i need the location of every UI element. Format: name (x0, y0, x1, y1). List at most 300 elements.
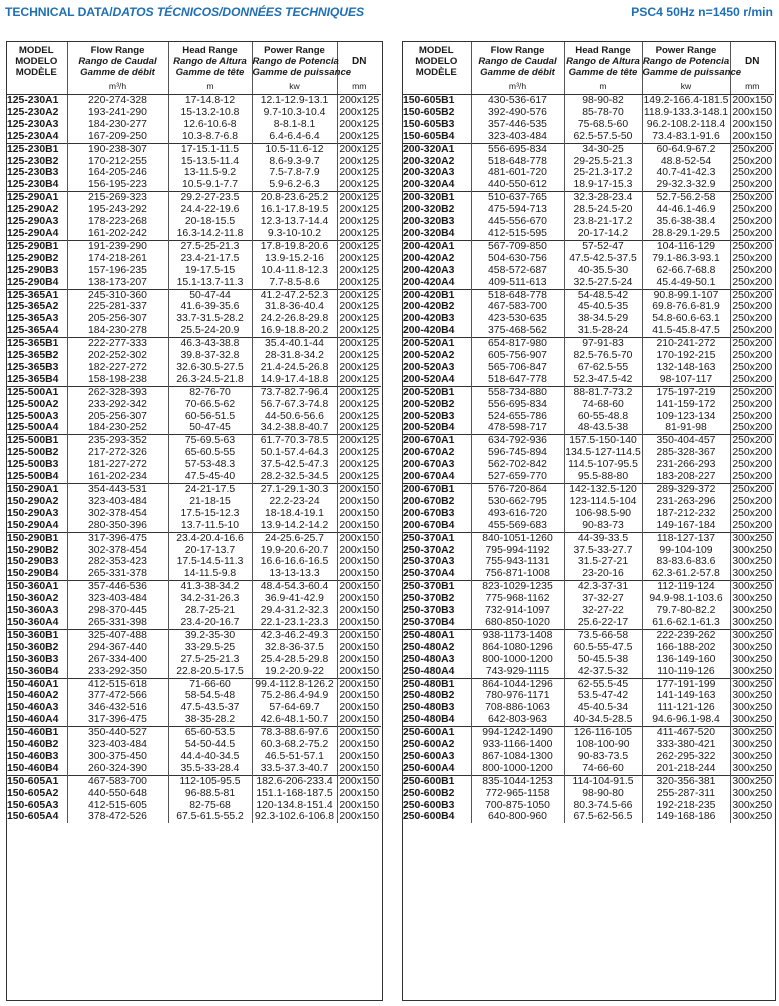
header-row (6, 56, 381, 67)
table-row (402, 751, 774, 763)
flow-cell: 267-334-400 (67, 654, 168, 666)
power-cell: 98-107-117 (642, 374, 730, 386)
flow-cell: 530-662-795 (471, 496, 564, 508)
power-cell: 255-287-311 (642, 788, 730, 800)
power-cell: 182.6-206-233.4 (252, 775, 337, 787)
model-cell: 200-520A4 (402, 374, 471, 386)
flow-cell: 867-1084-1300 (471, 751, 564, 763)
head-cell: 54-50-44.5 (168, 739, 252, 751)
flow-cell: 440-550-648 (67, 788, 168, 800)
table-row (6, 496, 381, 508)
flow-cell: 527-659-770 (471, 471, 564, 483)
power-cell: 45.4-49-50.1 (642, 277, 730, 289)
dn-cell: 200x125 (337, 338, 381, 350)
dn-cell: 200x125 (339, 167, 380, 179)
table-row (6, 374, 381, 386)
head-cell: 134.5-127-114.5 (565, 447, 641, 459)
flow-range-header: Flow Range (67, 41, 168, 56)
head-cell: 27.5-25-21.3 (168, 654, 252, 666)
flow-cell: 680-850-1020 (471, 617, 564, 629)
dn-cell: 200x125 (339, 204, 380, 216)
flow-cell: 493-616-720 (471, 508, 564, 520)
dn-cell: 250x200 (732, 167, 773, 179)
flow-cell: 298-370-445 (67, 605, 168, 617)
dn-cell: 250x200 (732, 204, 773, 216)
table-row (6, 654, 381, 666)
technical-data-table-right (402, 41, 774, 823)
model-cell: 125-290B2 (6, 253, 67, 265)
flow-cell: 167-209-250 (67, 131, 168, 143)
flow-cell: 323-403-484 (67, 739, 168, 751)
head-cell: 74-68-60 (564, 399, 642, 411)
flow-cell: 938-1173-1408 (471, 629, 564, 641)
table-row (402, 192, 774, 204)
model-cell: 250-480B4 (402, 714, 471, 726)
flow-cell: 178-223-268 (67, 216, 168, 228)
table-row (402, 763, 774, 775)
flow-cell: 161-202-234 (67, 471, 168, 483)
head-cell: 52.3-47.5-42 (564, 374, 642, 386)
dn-cell: 200x125 (339, 350, 380, 362)
head-cell: 80.3-74.5-66 (564, 800, 642, 812)
dn-cell: 300x250 (732, 665, 773, 677)
table-row (402, 143, 774, 155)
model-cell: 150-360B3 (6, 654, 67, 666)
power-cell: 46.5-51-57.1 (252, 751, 337, 763)
power-cell: 8.6-9.3-9.7 (252, 156, 337, 168)
dn-cell: 200x150 (339, 616, 380, 628)
head-cell: 33.7-31.5-28.2 (168, 313, 252, 325)
flow-cell: 378-472-526 (67, 811, 168, 823)
power-cell: 18-18.4-19.1 (252, 508, 337, 520)
head-cell: 114-104-91.5 (564, 775, 642, 787)
head-cell: 44-39-33.5 (564, 532, 642, 544)
flow-cell: 755-943-1131 (471, 556, 564, 568)
power-cell: 9.7-10.3-10.4 (252, 107, 337, 119)
model-cell: 250-600B2 (402, 788, 471, 800)
head-cell: 62.5-57.5-50 (564, 131, 642, 143)
head-cell: 37.5-33-27.7 (564, 545, 642, 557)
dn-cell: 250x200 (732, 252, 773, 264)
model-cell: 200-670B3 (402, 508, 471, 520)
dn-header: DN (352, 56, 367, 67)
head-cell: 71-66-60 (168, 678, 252, 690)
dn-cell: 300x250 (730, 532, 774, 544)
table-row (402, 568, 774, 580)
flow-cell: 562-702-842 (471, 459, 564, 471)
head-cell: 42.3-37-31 (564, 581, 642, 593)
table-row (402, 788, 774, 800)
header-row (402, 56, 774, 67)
head-cell: 57-53-48.3 (168, 459, 252, 471)
head-cell: 20-18-15.5 (168, 216, 252, 228)
head-cell: 25.5-24-20.9 (168, 325, 252, 337)
power-cell: 9.3-10-10.2 (252, 228, 337, 240)
head-unit: m (168, 78, 252, 95)
model-cell: 125-230A1 (6, 95, 67, 107)
head-cell: 41.6-39-35.6 (168, 301, 252, 313)
dn-cell: 200x125 (339, 325, 380, 337)
head-cell: 20-17-14.2 (564, 228, 642, 240)
head-cell: 58-54.5-48 (168, 690, 252, 702)
dn-cell: 200x150 (339, 799, 380, 811)
model-cell: 150-605A3 (6, 800, 67, 812)
table-row (6, 532, 381, 544)
flow-cell: 605-756-907 (471, 350, 564, 362)
model-cell: 125-230A3 (6, 119, 67, 131)
flow-cell: 294-367-440 (67, 642, 168, 654)
head-range-header: Gamme de tête (168, 67, 252, 78)
power-cell: 56.7-67.3-74.8 (252, 399, 337, 411)
model-cell: 200-520B4 (402, 422, 471, 434)
model-cell: 150-605B3 (402, 119, 471, 131)
model-cell: 150-460B2 (6, 739, 67, 751)
dn-cell: 200x150 (337, 678, 381, 690)
dn-cell: 200x125 (339, 216, 380, 228)
flow-cell: 780-976-1171 (471, 690, 564, 702)
flow-cell: 138-173-207 (67, 277, 168, 289)
flow-cell: 524-655-786 (471, 411, 564, 423)
head-cell: 27.5-25-21.3 (168, 240, 252, 252)
model-cell: 150-290B4 (6, 568, 67, 580)
flow-cell: 840-1051-1260 (471, 532, 564, 544)
power-cell: 48.4-54.3-60.4 (252, 581, 337, 593)
model-cell: 150-360B2 (6, 642, 67, 654)
head-cell: 40-34.5-28.5 (564, 714, 642, 726)
dn-cell: 300x250 (730, 581, 774, 593)
table-row (6, 581, 381, 593)
flow-cell: 481-601-720 (471, 167, 564, 179)
table-row (6, 119, 381, 131)
flow-cell: 190-238-307 (67, 143, 168, 155)
flow-cell: 184-230-252 (67, 422, 168, 434)
power-cell: 79.7-80-82.2 (642, 605, 730, 617)
model-cell: 125-365B2 (6, 350, 67, 362)
dn-cell: 200x150 (339, 593, 380, 605)
model-cell: 150-360B1 (6, 629, 67, 641)
dn-cell: 200x125 (339, 313, 380, 325)
dn-cell: 200x150 (339, 495, 380, 507)
head-cell: 10.3-8.7-6.8 (168, 131, 252, 143)
dn-cell: 200x150 (339, 714, 380, 726)
power-cell: 149-168-186 (642, 811, 730, 823)
flow-cell: 412-515-605 (67, 800, 168, 812)
head-cell: 44.4-40-34.5 (168, 751, 252, 763)
flow-cell: 205-256-307 (67, 411, 168, 423)
model-cell: 150-360A1 (6, 581, 67, 593)
flow-cell: 835-1044-1253 (471, 775, 564, 787)
table-row (6, 727, 381, 739)
dn-cell: 200x150 (339, 568, 380, 580)
power-cell: 141-149-163 (642, 690, 730, 702)
model-cell: 250-600A1 (402, 727, 471, 739)
head-cell: 60.5-55-47.5 (564, 642, 642, 654)
table-row (6, 763, 381, 775)
dn-cell: 200x125 (339, 227, 380, 239)
table-row (6, 362, 381, 374)
power-cell: 22.2-23-24 (252, 496, 337, 508)
model-cell: 150-460B4 (6, 763, 67, 775)
power-cell: 42.6-48.1-50.7 (252, 714, 337, 726)
table-row (6, 484, 381, 496)
power-cell: 10.5-11.6-12 (252, 143, 337, 155)
dn-cell: 200x150 (339, 641, 380, 653)
flow-cell: 478-598-717 (471, 422, 564, 434)
model-cell: 200-670B4 (402, 520, 471, 532)
model-cell: 125-500B3 (6, 459, 67, 471)
table-row (402, 678, 774, 690)
head-cell: 82.5-76.5-70 (564, 350, 642, 362)
table-row (6, 350, 381, 362)
dn-cell: 250x200 (732, 519, 773, 531)
head-cell: 17.5-14.5-11.3 (168, 556, 252, 568)
head-cell: 96-88.5-81 (168, 788, 252, 800)
table-row (402, 131, 774, 143)
flow-cell: 170-212-255 (67, 156, 168, 168)
model-cell: 125-500A4 (6, 422, 67, 434)
model-cell: 200-520B3 (402, 411, 471, 423)
flow-range-header: Gamme de débit (471, 67, 564, 78)
dn-cell: 300x250 (732, 641, 773, 653)
head-range-header: Head Range (564, 41, 642, 56)
power-cell: 192-218-235 (642, 800, 730, 812)
head-range-header: Head Range (168, 41, 252, 56)
dn-header (337, 41, 381, 56)
table-row (402, 167, 774, 179)
table-row (6, 629, 381, 641)
dn-cell: 250x200 (732, 301, 773, 313)
power-cell: 61.6-62.1-61.3 (642, 617, 730, 629)
dn-cell: 250x200 (732, 325, 773, 337)
power-cell: 222-239-262 (642, 629, 730, 641)
dn-cell: 250x200 (732, 507, 773, 519)
dn-cell: 300x250 (732, 593, 773, 605)
table-row (6, 156, 381, 168)
flow-cell: 634-792-936 (471, 435, 564, 447)
dn-cell: 200x125 (339, 252, 380, 264)
power-range-header: Rango de Potencia (642, 56, 730, 67)
power-cell: 231-266-293 (642, 459, 730, 471)
table-row (402, 666, 774, 678)
dn-cell: 200x125 (339, 301, 380, 313)
table-row (402, 289, 774, 301)
table-row (402, 422, 774, 434)
table-row (6, 386, 381, 398)
model-cell: 125-365B4 (6, 374, 67, 386)
head-cell: 57-52-47 (564, 240, 642, 252)
head-cell: 157.5-150-140 (564, 435, 642, 447)
model-cell: 150-360A4 (6, 617, 67, 629)
dn-cell: 200x125 (337, 435, 381, 447)
flow-cell: 567-709-850 (471, 240, 564, 252)
table-row (6, 593, 381, 605)
head-cell: 23.4-20-16.7 (168, 617, 252, 629)
flow-cell: 732-914-1097 (471, 605, 564, 617)
head-cell: 23.4-20.4-16.6 (168, 532, 252, 544)
dn-cell: 200x150 (339, 605, 380, 617)
model-cell: 150-605B4 (402, 131, 471, 143)
model-header: MODÈLE (6, 67, 67, 78)
model-cell: 200-670A3 (402, 459, 471, 471)
units-row (402, 78, 774, 95)
power-cell: 112-119-124 (642, 581, 730, 593)
flow-cell: 317-396-475 (67, 714, 168, 726)
model-header: MODÈLE (402, 67, 471, 78)
dn-cell: 200x150 (339, 519, 380, 531)
power-cell: 7.5-7.8-7.9 (252, 167, 337, 179)
flow-cell: 565-706-847 (471, 362, 564, 374)
dn-cell: 200x150 (337, 727, 381, 739)
head-cell: 34-30-25 (564, 143, 642, 155)
flow-cell: 205-256-307 (67, 313, 168, 325)
model-cell: 250-370A3 (402, 556, 471, 568)
model-cell: 125-500A3 (6, 411, 67, 423)
table-row (6, 228, 381, 240)
dn-header: DN (745, 56, 760, 67)
model-cell: 200-420A1 (402, 240, 471, 252)
table-row (6, 811, 381, 823)
flow-cell: 392-490-576 (471, 107, 564, 119)
table-row (402, 399, 774, 411)
power-cell: 73.4-83.1-91.6 (642, 131, 730, 143)
power-cell: 16.6-16.6-16.5 (252, 556, 337, 568)
head-cell: 70-66.5-62 (168, 399, 252, 411)
dn-cell: 250x200 (732, 179, 773, 191)
dn-cell: 250x200 (730, 386, 774, 398)
model-cell: 125-500A2 (6, 399, 67, 411)
dn-cell: 250x200 (730, 338, 774, 350)
flow-unit: m³/h (67, 78, 168, 95)
flow-cell: 510-637-765 (471, 192, 564, 204)
model-cell: 250-600B4 (402, 811, 471, 823)
power-cell: 13.9-15.2-16 (252, 253, 337, 265)
dn-cell: 200x150 (732, 118, 773, 130)
table-row (402, 447, 774, 459)
table-row (402, 362, 774, 374)
head-cell: 31.5-28-24 (564, 325, 642, 337)
flow-cell: 423-530-635 (471, 313, 564, 325)
model-cell: 150-290B1 (6, 532, 67, 544)
model-cell: 250-480A1 (402, 629, 471, 641)
flow-range-header: Rango de Caudal (67, 56, 168, 67)
table-row (402, 739, 774, 751)
head-unit: m (564, 78, 642, 95)
power-cell: 78.3-88.6-97.6 (252, 727, 337, 739)
table-row (6, 143, 381, 155)
model-header: MODEL (402, 41, 471, 56)
power-cell: 37.5-42.5-47.3 (252, 459, 337, 471)
model-cell: 200-420B2 (402, 301, 471, 313)
table-row (6, 459, 381, 471)
units-row (6, 78, 381, 95)
technical-data-table-left (6, 41, 381, 823)
power-cell: 10.4-11.8-12.3 (252, 265, 337, 277)
power-cell: 110-119-126 (642, 666, 730, 678)
table-row (402, 338, 774, 350)
head-cell: 31.5-27-21 (564, 556, 642, 568)
head-cell: 32-27-22 (564, 605, 642, 617)
dn-cell: 200x125 (339, 118, 380, 130)
power-cell: 120-134.8-151.4 (252, 800, 337, 812)
flow-cell: 596-745-894 (471, 447, 564, 459)
model-cell: 150-460A1 (6, 678, 67, 690)
power-range-header: Power Range (642, 41, 730, 56)
head-cell: 25.6-22-17 (564, 617, 642, 629)
dn-cell: 200x125 (339, 130, 380, 142)
head-cell: 60-56-51.5 (168, 411, 252, 423)
flow-unit: m³/h (471, 78, 564, 95)
flow-cell: 375-468-562 (471, 325, 564, 337)
power-cell: 40.7-41-42.3 (642, 167, 730, 179)
dn-cell: 200x125 (339, 471, 380, 483)
dn-cell: 300x250 (730, 775, 774, 787)
flow-cell: 174-218-261 (67, 253, 168, 265)
head-cell: 38-35-28.2 (168, 714, 252, 726)
model-cell: 125-230A2 (6, 107, 67, 119)
table-row (6, 301, 381, 313)
model-cell: 150-605B1 (402, 95, 471, 107)
table-row (402, 556, 774, 568)
table-row (6, 179, 381, 191)
model-cell: 200-420A4 (402, 277, 471, 289)
flow-cell: 354-443-531 (67, 484, 168, 496)
model-cell: 200-520A3 (402, 362, 471, 374)
table-row (6, 447, 381, 459)
flow-cell: 357-446-536 (67, 581, 168, 593)
dn-cell: 200x150 (339, 702, 380, 714)
table-row (6, 289, 381, 301)
flow-cell: 235-293-352 (67, 435, 168, 447)
power-cell: 25.4-28.5-29.8 (252, 654, 337, 666)
dn-cell: 300x250 (732, 653, 773, 665)
table-row (402, 775, 774, 787)
head-cell: 29-25.5-21.3 (564, 156, 642, 168)
flow-cell: 193-241-290 (67, 107, 168, 119)
model-cell: 200-320B1 (402, 192, 471, 204)
flow-cell: 323-403-484 (67, 496, 168, 508)
flow-cell: 412-515-618 (67, 678, 168, 690)
model-cell: 200-420A3 (402, 265, 471, 277)
flow-cell: 445-556-670 (471, 216, 564, 228)
power-cell: 17.8-19.8-20.6 (252, 240, 337, 252)
flow-cell: 409-511-613 (471, 277, 564, 289)
power-cell: 289-329-372 (642, 484, 730, 496)
table-row (6, 690, 381, 702)
flow-range-header: Flow Range (471, 41, 564, 56)
dn-cell: 200x150 (339, 556, 380, 568)
dn-cell: 200x150 (337, 581, 381, 593)
dn-cell: 200x125 (337, 143, 381, 155)
flow-cell: 282-353-423 (67, 556, 168, 568)
power-cell: 175-197-219 (642, 386, 730, 398)
head-cell: 24-21-17.5 (168, 484, 252, 496)
flow-cell: 233-292-342 (67, 399, 168, 411)
dn-cell: 200x150 (337, 484, 381, 496)
dn-cell: 300x250 (732, 799, 773, 811)
model-cell: 150-605A4 (6, 811, 67, 823)
model-cell: 250-480A3 (402, 654, 471, 666)
head-cell: 98-90-82 (564, 95, 642, 107)
power-cell: 27.1-29.1-30.3 (252, 484, 337, 496)
model-cell: 125-230B2 (6, 156, 67, 168)
pump-series-label: PSC4 50Hz n=1450 r/min (631, 5, 773, 19)
power-cell: 60-64.9-67.2 (642, 143, 730, 155)
power-cell: 48.8-52-54 (642, 156, 730, 168)
head-range-header: Rango de Altura (168, 56, 252, 67)
table-row (402, 204, 774, 216)
head-cell: 26.3-24.5-21.8 (168, 374, 252, 386)
model-cell: 125-500B1 (6, 435, 67, 447)
